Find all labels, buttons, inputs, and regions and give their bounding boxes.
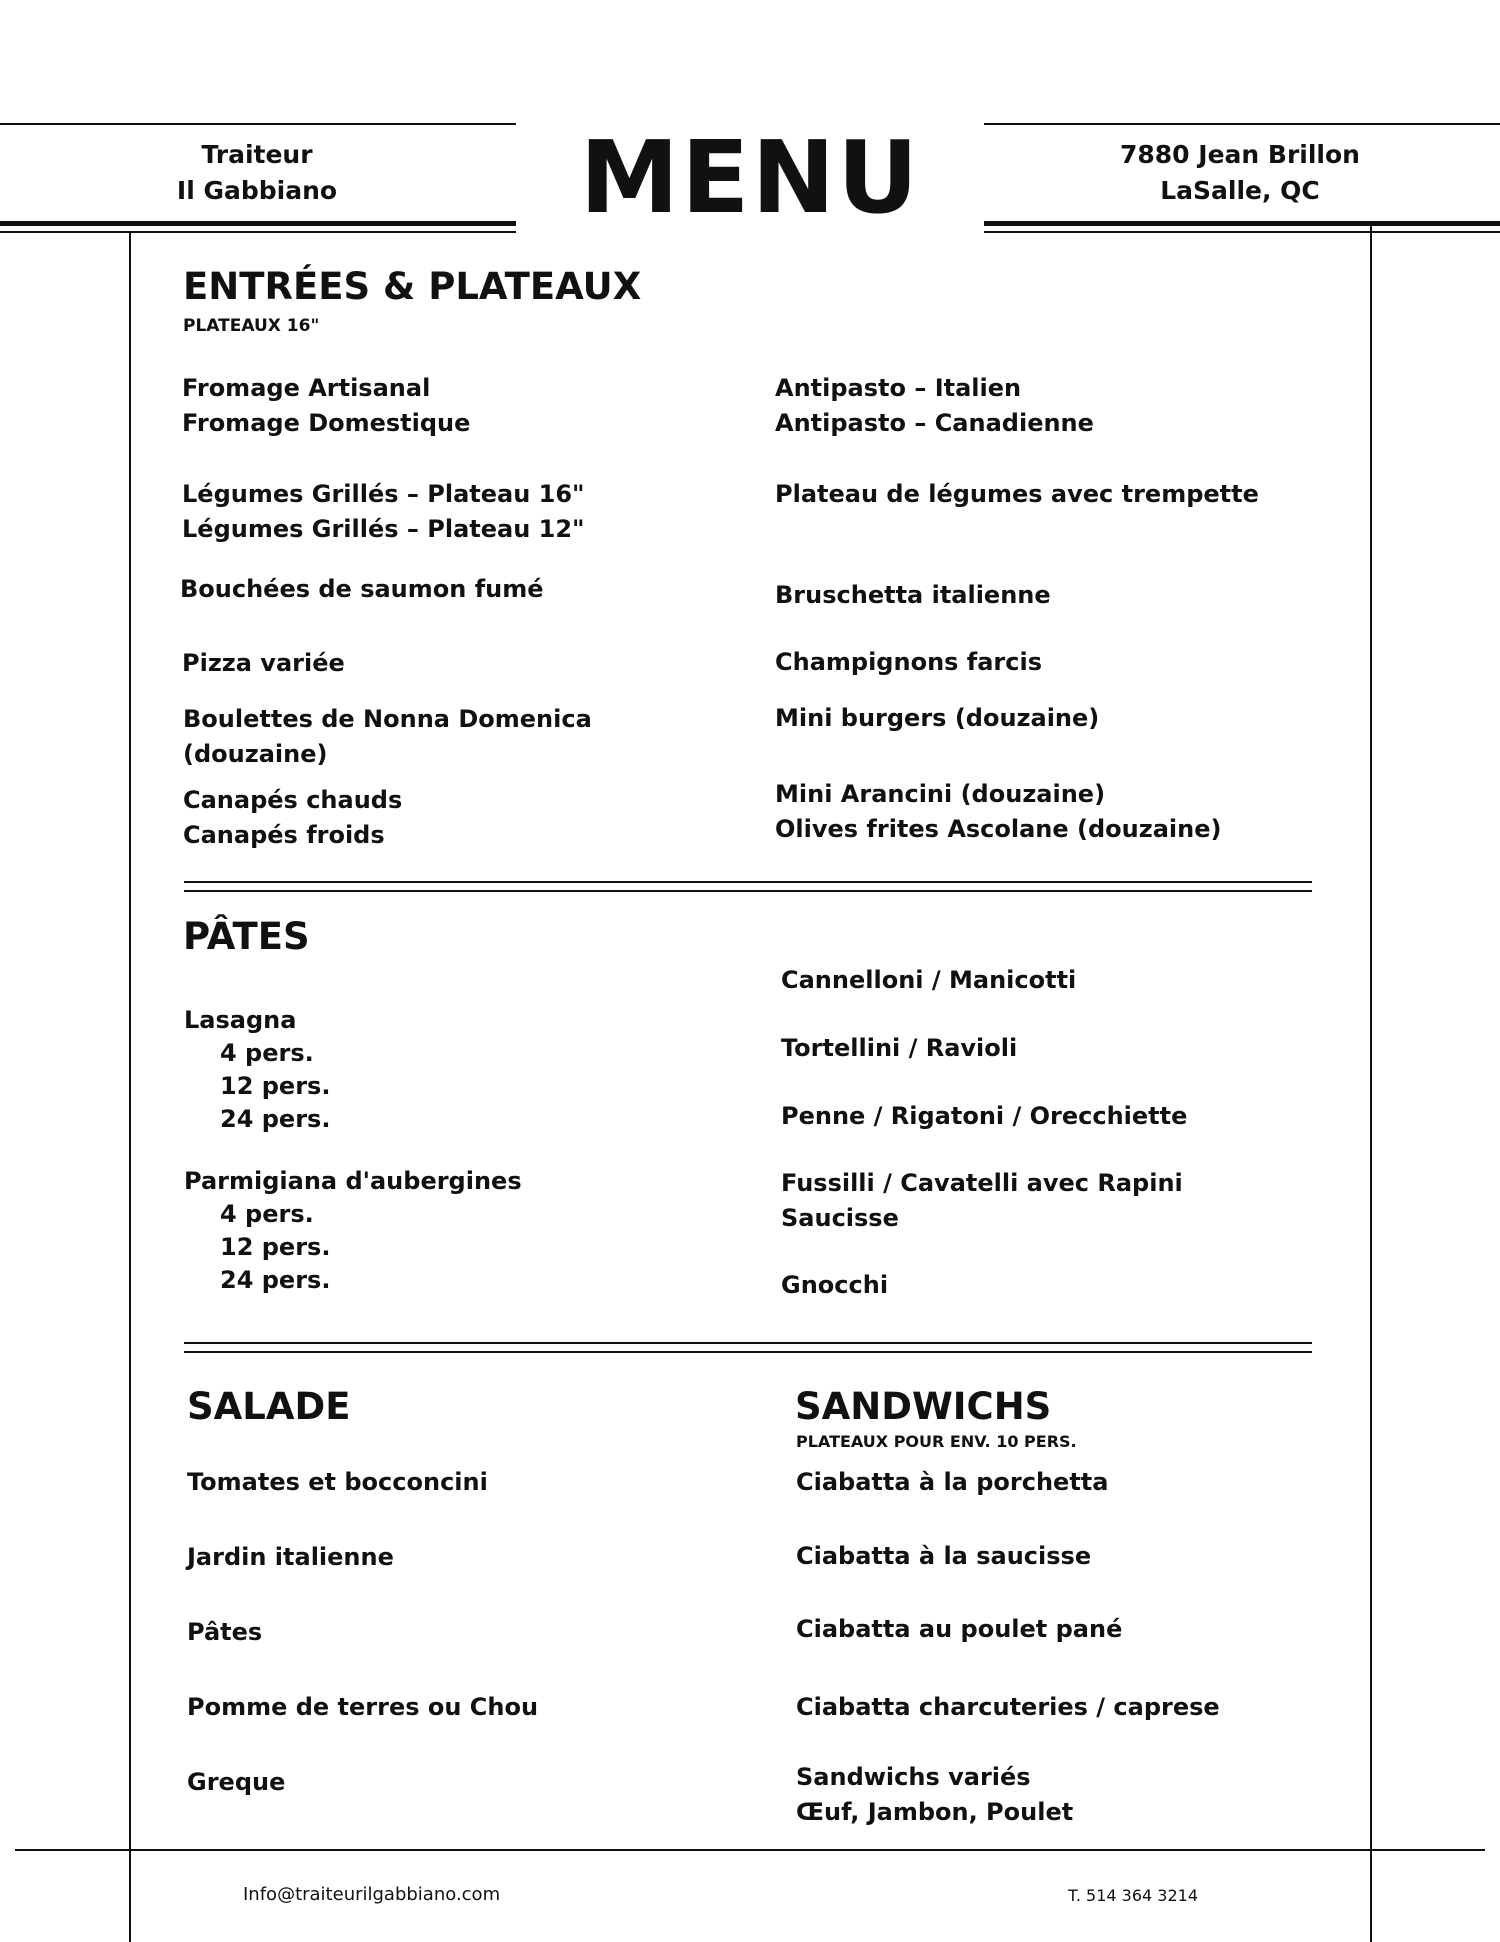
entree-item [775, 645, 1042, 680]
header-rule-right-bottom [984, 221, 1500, 226]
entrees-subtitle: PLATEAUX 16" [183, 316, 320, 336]
sandwich-item-line: Sandwichs variés [796, 1763, 1031, 1791]
entree-item [182, 477, 585, 547]
entree-item-line: Légumes Grillés – Plateau 12" [182, 515, 585, 543]
salade-item: Jardin italienne [187, 1543, 394, 1571]
pates-item [781, 1099, 1187, 1134]
lasagna-name: Lasagna [184, 1006, 297, 1034]
frame-right-line [1370, 224, 1372, 1942]
sandwich-item [796, 1760, 1073, 1830]
pates-item-line: Gnocchi [781, 1271, 889, 1299]
entree-item [183, 783, 402, 853]
sandwich-item-line: Ciabatta à la saucisse [796, 1542, 1092, 1570]
section-divider [184, 1342, 1312, 1353]
header-rule-right-bottom-thin [984, 231, 1500, 233]
entree-item-line: Mini burgers (douzaine) [775, 704, 1100, 732]
salade-item: Pâtes [187, 1618, 263, 1646]
salade-item: Tomates et bocconcini [187, 1468, 488, 1496]
entree-item-line: Fromage Domestique [182, 409, 471, 437]
lasagna-size: 12 pers. [220, 1072, 331, 1100]
sandwich-item-line: Ciabatta charcuteries / caprese [796, 1693, 1220, 1721]
sandwich-item-line: Ciabatta à la porchetta [796, 1468, 1109, 1496]
entree-item [775, 477, 1259, 512]
parmigiana-item [184, 1165, 522, 1297]
page-title: MENU [579, 119, 921, 236]
sandwichs-subtitle: PLATEAUX POUR ENV. 10 PERS. [796, 1432, 1077, 1451]
caterer-line-2: Il Gabbiano [176, 176, 338, 205]
sandwich-item [796, 1465, 1108, 1500]
entree-item-line: Olives frites Ascolane (douzaine) [775, 815, 1222, 843]
pates-title: PÂTES [183, 915, 310, 958]
caterer-name [157, 137, 357, 209]
sandwichs-title: SANDWICHS [795, 1385, 1052, 1428]
footer-email: Info@traiteurilgabbiano.com [243, 1884, 501, 1905]
entree-item-line: Boulettes de Nonna Domenica [183, 705, 592, 733]
salade-item: Pomme de terres ou Chou [187, 1693, 539, 1721]
salade-title: SALADE [187, 1385, 351, 1428]
entree-item-line: Antipasto – Canadienne [775, 409, 1094, 437]
parmigiana-name: Parmigiana d'aubergines [184, 1167, 522, 1195]
sandwich-item [796, 1612, 1122, 1647]
address-line-2: LaSalle, QC [1160, 176, 1320, 205]
lasagna-item [184, 1004, 330, 1136]
section-divider [184, 881, 1312, 892]
parmigiana-size: 12 pers. [220, 1233, 331, 1261]
entree-item [775, 371, 1094, 441]
lasagna-size: 24 pers. [220, 1105, 331, 1133]
footer-rule [15, 1849, 1485, 1851]
caterer-line-1: Traiteur [201, 140, 313, 169]
entree-item-line: Plateau de légumes avec trempette [775, 480, 1259, 508]
header-rule-left-bottom [0, 221, 516, 226]
header-rule-left-bottom-thin [0, 231, 516, 233]
entree-item-line: (douzaine) [183, 740, 328, 768]
salade-item: Greque [187, 1768, 286, 1796]
sandwich-item-line: Œuf, Jambon, Poulet [796, 1798, 1074, 1826]
entree-item-line: Fromage Artisanal [182, 374, 431, 402]
entrees-title: ENTRÉES & PLATEAUX [183, 265, 642, 308]
pates-item-line: Fussilli / Cavatelli avec Rapini [781, 1169, 1183, 1197]
entree-item-line: Canapés chauds [183, 786, 403, 814]
pates-item [781, 1166, 1183, 1236]
sandwich-item-line: Ciabatta au poulet pané [796, 1615, 1123, 1643]
entree-item-line: Bruschetta italienne [775, 581, 1051, 609]
pates-item [781, 1268, 888, 1303]
entree-item [183, 702, 592, 772]
entree-item [775, 578, 1051, 613]
entree-item-line: Bouchées de saumon fumé [180, 575, 544, 603]
entree-item-line: Légumes Grillés – Plateau 16" [182, 480, 585, 508]
entree-item [182, 646, 345, 681]
sandwich-item [796, 1690, 1220, 1725]
footer-phone: T. 514 364 3214 [1068, 1886, 1199, 1905]
pates-item-line: Saucisse [781, 1204, 899, 1232]
sandwich-item [796, 1539, 1091, 1574]
entree-item [180, 572, 544, 607]
address-line-1: 7880 Jean Brillon [1120, 140, 1360, 169]
entree-item-line: Pizza variée [182, 649, 345, 677]
entree-item [182, 371, 470, 441]
header-rule-left-top [0, 123, 516, 125]
address [1100, 137, 1380, 209]
parmigiana-size: 4 pers. [220, 1200, 314, 1228]
entree-item-line: Mini Arancini (douzaine) [775, 780, 1106, 808]
pates-item-line: Tortellini / Ravioli [781, 1034, 1018, 1062]
pates-item [781, 963, 1076, 998]
entree-item [775, 701, 1099, 736]
frame-left-line [129, 232, 131, 1942]
lasagna-size: 4 pers. [220, 1039, 314, 1067]
entree-item-line: Champignons farcis [775, 648, 1042, 676]
entree-item-line: Antipasto – Italien [775, 374, 1022, 402]
pates-item-line: Penne / Rigatoni / Orecchiette [781, 1102, 1188, 1130]
entree-item [775, 777, 1221, 847]
pates-item-line: Cannelloni / Manicotti [781, 966, 1077, 994]
pates-item [781, 1031, 1017, 1066]
parmigiana-size: 24 pers. [220, 1266, 331, 1294]
entree-item-line: Canapés froids [183, 821, 385, 849]
header-rule-right-top [984, 123, 1500, 125]
